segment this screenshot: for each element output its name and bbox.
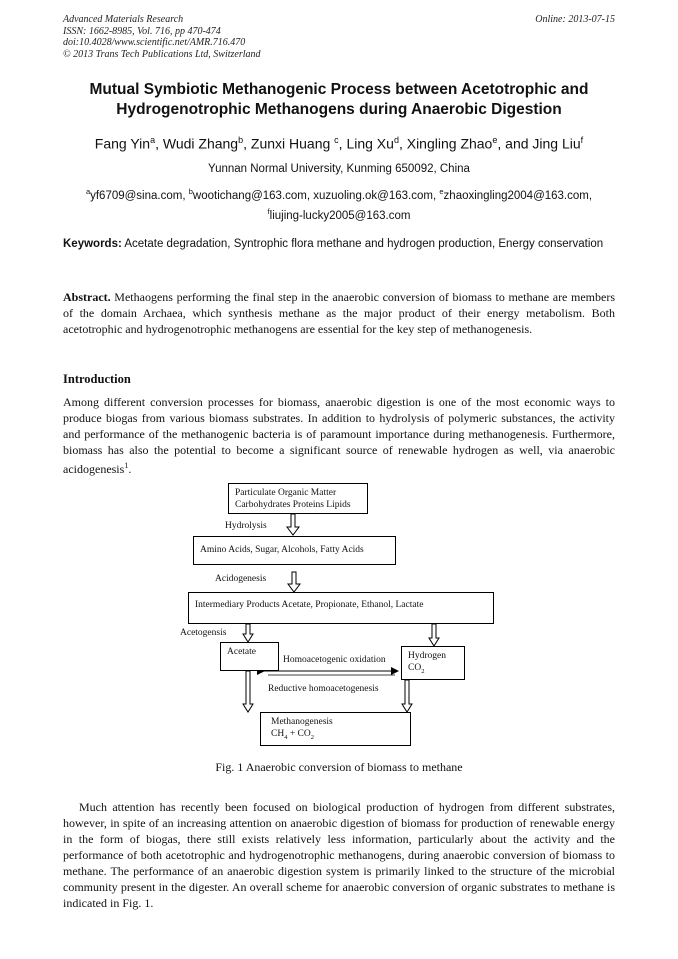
- email-e[interactable]: zhaoxingling2004@163.com,: [443, 189, 593, 202]
- author: Zunxi Huang: [250, 135, 335, 152]
- label-acetogensis: Acetogensis: [180, 628, 227, 638]
- copyright: © 2013 Trans Tech Publications Ltd, Switzerland: [63, 48, 261, 60]
- label-reductive-homoacetogenesis: Reductive homoacetogenesis: [268, 684, 379, 694]
- author: Wudi Zhang: [162, 135, 239, 152]
- arrow-acetogensis: [243, 624, 253, 642]
- keywords-text: Acetate degradation, Syntrophic flora methane and hydrogen production, Energy conservation: [124, 238, 604, 250]
- affiliation: Yunnan Normal University, Kunming 650092, China: [208, 163, 470, 175]
- title-line-2: Hydrogenotrophic Methanogens during Anaerobic Digestion: [116, 101, 562, 118]
- email-b[interactable]: wootichang@163.com, xuzuoling.ok@163.com,: [192, 189, 437, 202]
- author-emails: $^a$yf6709@sina.com, $^b$wootichang@163.com, xuzuoling.ok@163.com, $^e$zhaoxingling2004@163.com, $^f$liujing-lucky2005@163.com: [85, 187, 593, 222]
- arrow-to-hydrogen: [429, 624, 439, 646]
- label-acidogenesis: Acidogenesis: [215, 574, 267, 584]
- arrow-hydrogen-methanogenesis: [402, 680, 412, 712]
- citation[interactable]: 1: [124, 461, 129, 470]
- author: Xingling Zhao: [406, 135, 493, 152]
- section-heading: Introduction: [63, 372, 131, 386]
- email-a[interactable]: yf6709@sina.com,: [90, 189, 186, 202]
- box-amino-acids: Amino Acids, Sugar, Alcohols, Fatty Acids: [193, 536, 396, 565]
- body-paragraph: Much attention has recently been focused on biological production of hydrogen from different substrates, however, in spite of an increasing attention on anaerobic digestion of biomass for production of renewable energy in the form of biogas, there still exists relatively less information, particularly about the activity and the performance of both acetotrophic and hydrogenotrophic methanogens, during anaerobic conversion of biomass to methane. The performance of an anaerobic digestion system is primarily linked to the structure of the microbial community present in the digester. An overall scheme for anaerobic conversion of organic substrates to methane is indicated in Fig. 1.: [63, 800, 615, 910]
- doi: doi:10.4028/www.scientific.net/AMR.716.470: [63, 37, 246, 48]
- author: Jing Liu: [532, 135, 581, 152]
- box-hydrogen: Hydrogen $CO_2$: [401, 646, 465, 680]
- author: Ling Xu: [346, 135, 394, 152]
- author: Fang Yin: [94, 135, 151, 152]
- abstract-text: Methaogens performing the final step in the anaerobic conversion of biomass to methane are members of the domain Archaea, which synthesis methane as the major product of their energy metabolism. Both acetotrophic and hydrogenotrophic methanogens are essential for the key step of methanogenesis.: [63, 290, 616, 336]
- author-list: Fang Yin$^a$, Wudi Zhang$^b$, Zunxi Huang $^c$, Ling Xu$^d$, Xingling Zhao$^e$, and Jing Liu$^f$: [94, 135, 584, 152]
- arrow-acidogenesis: [288, 572, 300, 592]
- journal-name: Advanced Materials Research: [63, 14, 184, 25]
- abstract-label: Abstract.: [63, 290, 111, 304]
- arrow-acetate-methanogenesis: [243, 671, 253, 712]
- online-date: Online: 2013-07-15: [535, 14, 615, 25]
- label-homoacetogenic-oxidation: Homoacetogenic oxidation: [283, 655, 386, 665]
- email-f[interactable]: liujing-lucky2005@163.com: [269, 209, 411, 222]
- keywords-label: Keywords:: [63, 238, 122, 250]
- box-acetate: Acetate: [220, 642, 279, 671]
- title-line-1: Mutual Symbiotic Methanogenic Process between Acetotrophic and: [89, 81, 589, 98]
- intro-paragraph: Among different conversion processes for biomass, anaerobic digestion is one of the most economic ways to produce biogas from various biomass substrates. In addition to hydrolysis of polymeric substances, the activity and performance of the methanogenic bacteria is of paramount importance during methanogenesis. Furthermore, biomass has also the potential to become a significant source of renewable hydrogen as well, via anaerobic acidogenesis$^1$.: [63, 395, 615, 476]
- issn: ISSN: 1662-8985, Vol. 716, pp 470-474: [63, 25, 221, 37]
- label-hydrolysis: Hydrolysis: [225, 521, 267, 531]
- arrow-hydrolysis: [287, 514, 299, 535]
- box-intermediary-products: Intermediary Products Acetate, Propionate, Ethanol, Lactate: [188, 592, 494, 624]
- box-particulate-matter: Particulate Organic Matter Carbohydrates Proteins Lipids: [228, 483, 368, 514]
- box-methanogenesis: Methanogenesis $CH_4 + CO_2$: [260, 712, 411, 746]
- figure-caption: Fig. 1 Anaerobic conversion of biomass to methane: [215, 760, 463, 774]
